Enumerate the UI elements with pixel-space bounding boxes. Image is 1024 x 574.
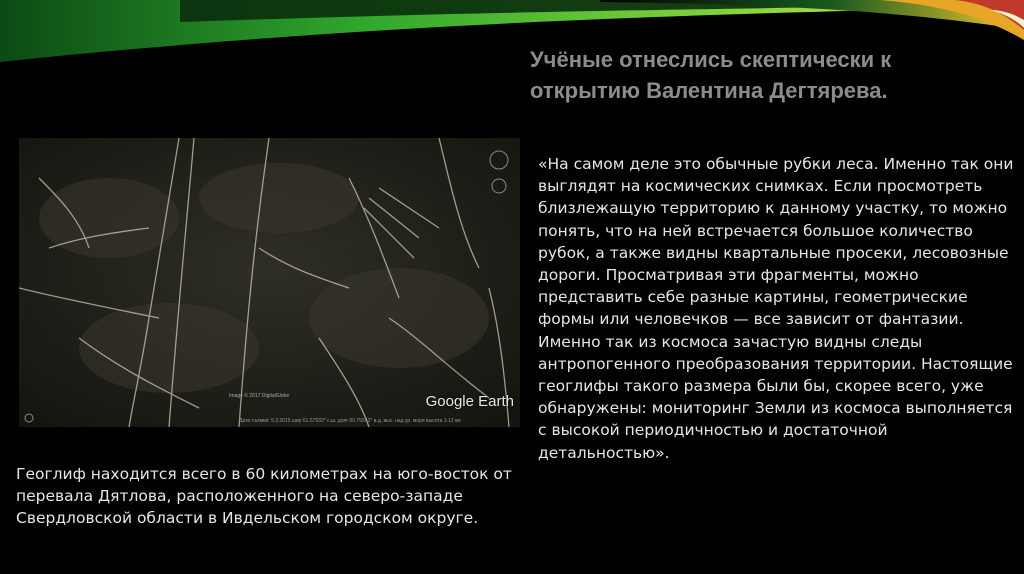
slide-title: Учёные отнеслись скептически к открытию Валентина Дегтярева. [530,47,892,103]
image-status-bar: Дата съемки: 5.3.2015 шир 61.57932° с.ш. долг 60.75542° в.д. выс. над ур. моря высота 3.12 км [239,418,461,424]
quote-text: «На самом деле это обычные рубки леса. Именно так они выглядят на космических снимках. Если просмотреть близлежащую территорию к данному участку, то можно понять, что на ней встречается большое количество рубок, а также видны квартальные просеки, лесовозные дороги. Просматривая эти фрагменты, можно представить себе разные картины, геометрические формы или человечков — все зависит от фантазии. Именно так из космоса зачастую видны следы антропогенного преобразования территории. Настоящие геоглифы такого размера были бы, скорее всего, уже обнаружены: мониторинг Земли из космоса выполняется с высокой периодичностью и достаточной детальностью». [538,155,1014,462]
image-credit: Image © 2017 DigitalGlobe [229,393,290,399]
satellite-terrain [19,138,520,427]
satellite-image [19,138,520,427]
image-caption: Геоглиф находится всего в 60 километрах на юго-восток от перевала Дятлова, расположенного на северо-западе Свердловской области в Ивдельском городском округе. [16,465,512,528]
google-earth-logo: Google Earth [425,393,514,410]
